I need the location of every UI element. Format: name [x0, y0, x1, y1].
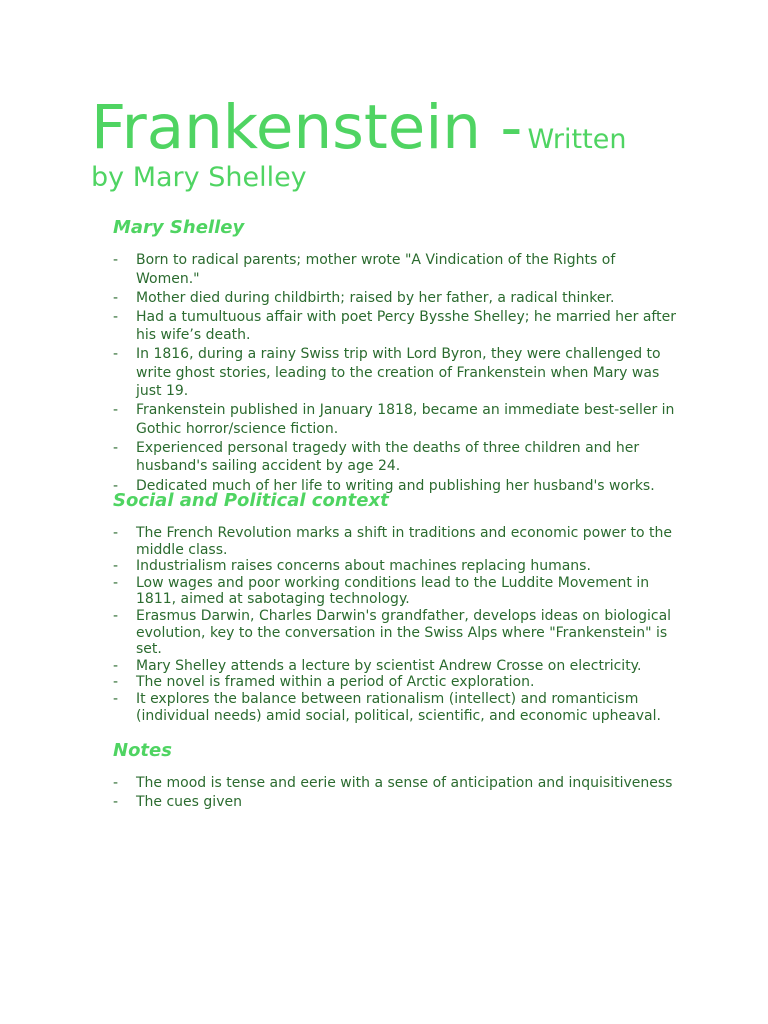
list-item: [113, 608, 683, 658]
notes-list: [113, 774, 683, 812]
list-item: [113, 401, 683, 438]
bullet-dash: -: [113, 674, 119, 691]
section-heading-social-political: Social and Political context: [113, 490, 389, 511]
list-item-text: Mother died during childbirth; raised by her father, a radical thinker.: [136, 289, 615, 306]
list-item: [113, 793, 683, 812]
list-item: [113, 525, 683, 558]
list-item: [113, 774, 683, 793]
list-item-text: Born to radical parents; mother wrote "A Vindication of the Rights of Women.": [136, 252, 616, 287]
list-item-text: The mood is tense and eerie with a sense of anticipation and inquisitiveness: [136, 775, 673, 791]
bullet-dash: -: [113, 775, 119, 791]
title-byline: by Mary Shelley: [91, 162, 307, 193]
list-item-text: Frankenstein published in January 1818, became an immediate best-seller in Gothic horror/science fiction.: [136, 402, 675, 437]
list-item-text: Erasmus Darwin, Charles Darwin's grandfather, develops ideas on biological evolution, key to the conversation in the Swiss Alps where "Frankenstein" is set.: [136, 607, 672, 658]
bullet-dash: -: [113, 308, 119, 325]
title-written: Written: [527, 124, 627, 155]
bullet-dash: -: [113, 439, 119, 456]
list-item: [113, 251, 683, 288]
bullet-dash: -: [113, 690, 119, 707]
list-item: [113, 439, 683, 476]
list-item-text: The novel is framed within a period of Arctic exploration.: [136, 674, 535, 691]
list-item-text: Had a tumultuous affair with poet Percy Bysshe Shelley; he married her after his wife’s death.: [136, 308, 676, 344]
list-item: [113, 658, 683, 675]
list-item-text: The cues given: [136, 794, 242, 811]
list-item-text: Dedicated much of her life to writing and publishing her husband's works.: [136, 477, 655, 494]
title-main: Frankenstein -: [91, 92, 523, 163]
bullet-dash: -: [113, 402, 119, 419]
bullet-dash: -: [113, 346, 119, 363]
list-item: [113, 345, 683, 401]
list-item-text: It explores the balance between rationalism (intellect) and romanticism (individual needs) amid social, political, scientific, and economic upheaval.: [136, 690, 661, 724]
list-item-text: Low wages and poor working conditions lead to the Luddite Movement in 1811, aimed at sabotaging technology.: [136, 574, 650, 608]
social-political-list: [113, 525, 683, 724]
list-item: [113, 308, 683, 345]
section-heading-mary-shelley: Mary Shelley: [113, 217, 245, 238]
bullet-dash: -: [113, 574, 119, 591]
bullet-dash: -: [113, 558, 119, 575]
bullet-dash: -: [113, 477, 119, 494]
list-item-text: Industrialism raises concerns about machines replacing humans.: [136, 558, 591, 575]
bullet-dash: -: [113, 657, 119, 674]
list-item: [113, 558, 683, 575]
bullet-dash: -: [113, 525, 119, 541]
bullet-dash: -: [113, 794, 119, 811]
list-item: [113, 691, 683, 724]
bullet-dash: -: [113, 607, 119, 624]
list-item: [113, 674, 683, 691]
section-heading-notes: Notes: [113, 740, 172, 761]
list-item-text: The French Revolution marks a shift in traditions and economic power to the middle class.: [136, 525, 672, 558]
document-title: [91, 92, 691, 196]
bullet-dash: -: [113, 252, 119, 268]
list-item-text: Mary Shelley attends a lecture by scientist Andrew Crosse on electricity.: [136, 657, 642, 674]
list-item: [113, 289, 683, 308]
list-item: [113, 575, 683, 608]
list-item-text: Experienced personal tragedy with the deaths of three children and her husband's sailing accident by age 24.: [136, 439, 640, 475]
list-item-text: In 1816, during a rainy Swiss trip with Lord Byron, they were challenged to write ghost stories, leading to the creation of Frankenstein when Mary was just 19.: [136, 346, 661, 400]
bullet-dash: -: [113, 289, 119, 306]
mary-shelley-list: [113, 251, 683, 496]
